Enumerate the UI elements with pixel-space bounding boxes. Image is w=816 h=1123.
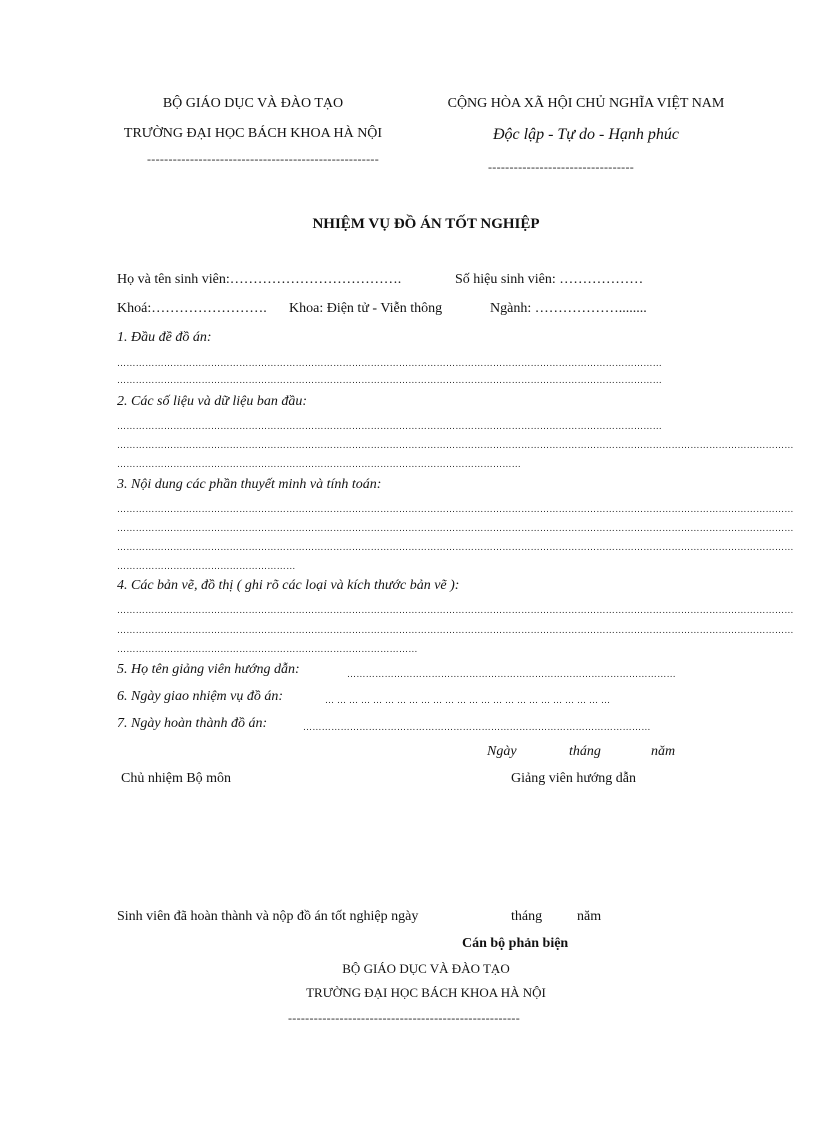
student-id-field[interactable]: Số hiệu sinh viên: ……………… xyxy=(455,272,644,287)
header-ministry: BỘ GIÁO DỤC VÀ ĐÀO TẠO xyxy=(162,96,344,111)
course-field[interactable]: Khoá:……………………. xyxy=(117,301,267,316)
item-1-heading: 1. Đầu đề đồ án: xyxy=(117,330,212,345)
item-5-heading: 5. Họ tên giảng viên hướng dẫn: xyxy=(117,662,300,677)
item-2-line[interactable]: ………………………………………………………………………………………………………………………………………………………… xyxy=(117,421,663,431)
assignment-date-field[interactable]: ……………………………………………………………… xyxy=(325,695,613,705)
advisor-name-field[interactable]: …………………………………………………………………………………………… xyxy=(347,669,676,679)
item-3-line[interactable]: ……………………………………………………………………………………………………………………………………………………………………………………………… xyxy=(117,504,794,514)
item-3-line[interactable]: ……………………………………………………………………………………………………………………………………………………………………………………………… xyxy=(117,523,794,533)
item-3-line[interactable]: ……………………………………………………………………………………………………………………………………………………………………………………………… xyxy=(117,542,794,552)
footer-university: TRƯỜNG ĐẠI HỌC BÁCH KHOA HÀ NỘI xyxy=(306,985,546,1000)
item-4-line[interactable]: …………………………………………………………………………………… xyxy=(117,644,418,654)
item-2-line[interactable]: ……………………………………………………………………………………………………………………………………………………………………………………………… xyxy=(117,440,794,450)
completion-date-field[interactable]: ………………………………………………………………………………………………… xyxy=(303,722,651,732)
item-7-heading: 7. Ngày hoàn thành đồ án: xyxy=(117,716,268,731)
head-of-department-label: Chủ nhiệm Bộ môn xyxy=(121,771,232,786)
date-month-label: tháng xyxy=(569,744,601,759)
page-title: NHIỆM VỤ ĐỒ ÁN TỐT NGHIỆP xyxy=(312,216,540,232)
advisor-signature-label: Giảng viên hướng dẫn xyxy=(511,771,637,786)
item-2-heading: 2. Các số liệu và dữ liệu ban đầu: xyxy=(117,394,307,409)
header-country: CỘNG HÒA XÃ HỘI CHỦ NGHĨA VIỆT NAM xyxy=(447,96,725,111)
header-motto: Độc lập - Tự do - Hạnh phúc xyxy=(492,126,680,143)
item-3-heading: 3. Nội dung các phần thuyết minh và tính toán: xyxy=(117,477,382,492)
date-day-label: Ngày xyxy=(487,744,517,759)
date-year-label: năm xyxy=(651,744,676,759)
item-4-heading: 4. Các bản vẽ, đồ thị ( ghi rõ các loại và kích thước bản vẽ ): xyxy=(117,578,460,593)
submission-year-label: năm xyxy=(577,909,602,924)
header-right-rule: ---------------------------------- xyxy=(488,160,635,174)
student-name-field[interactable]: Họ và tên sinh viên:………………………………. xyxy=(117,272,402,287)
item-4-line[interactable]: ……………………………………………………………………………………………………………………………………………………………………………………………… xyxy=(117,625,794,635)
item-6-heading: 6. Ngày giao nhiệm vụ đồ án: xyxy=(117,689,284,704)
submission-month-label: tháng xyxy=(511,909,543,924)
footer-rule: ------------------------------------------------------ xyxy=(288,1011,520,1025)
faculty-label: Khoa: Điện tử - Viễn thông xyxy=(289,301,443,316)
reviewer-label: Cán bộ phản biện xyxy=(462,936,569,951)
item-1-line[interactable]: ………………………………………………………………………………………………………………………………………………………… xyxy=(117,375,663,385)
item-3-line[interactable]: ………………………………………………… xyxy=(117,561,296,571)
item-1-line[interactable]: ………………………………………………………………………………………………………………………………………………………… xyxy=(117,358,663,368)
item-2-line[interactable]: ………………………………………………………………………………………………………………… xyxy=(117,459,522,469)
item-4-line[interactable]: ……………………………………………………………………………………………………………………………………………………………………………………………… xyxy=(117,605,794,615)
footer-ministry: BỘ GIÁO DỤC VÀ ĐÀO TẠO xyxy=(342,961,510,976)
major-field[interactable]: Ngành: ………………........ xyxy=(490,301,647,316)
header-university: TRƯỜNG ĐẠI HỌC BÁCH KHOA HÀ NỘI xyxy=(123,126,383,141)
header-left-rule: ------------------------------------------------------ xyxy=(147,152,379,166)
submission-text: Sinh viên đã hoàn thành và nộp đồ án tốt nghiệp ngày xyxy=(117,909,419,924)
